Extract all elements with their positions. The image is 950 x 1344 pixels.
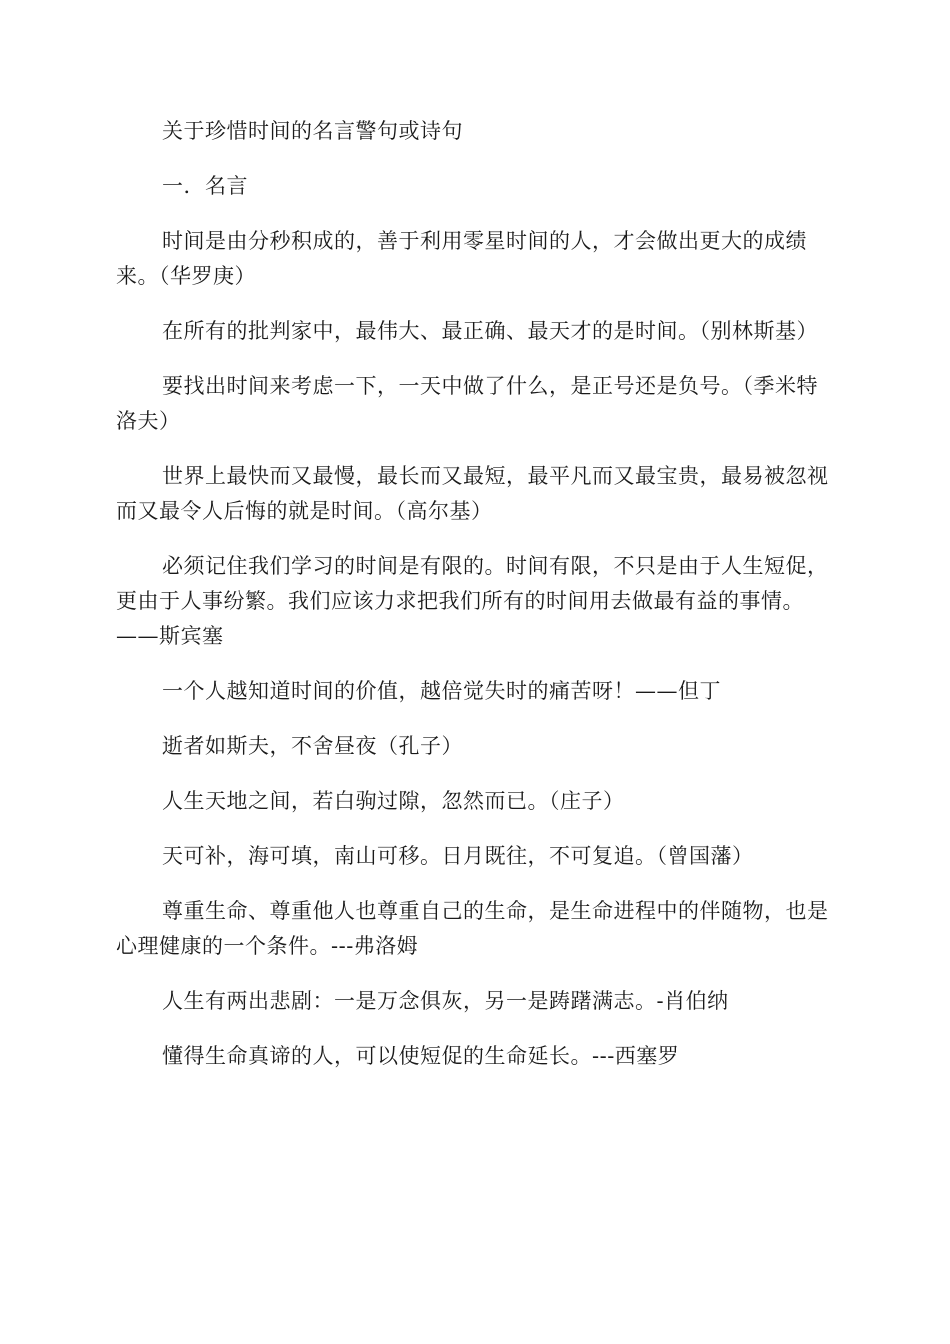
quote-paragraph: 天可补，海可填，南山可移。日月既往，不可复追。（曾国藩）: [162, 844, 754, 868]
quote-paragraph: 必须记住我们学习的时间是有限的。时间有限，不只是由于人生短促，更由于人事纷繁。我们应该力求把我们所有的时间用去做最有益的事情。——斯宾塞: [116, 554, 829, 648]
quote-paragraph: 一个人越知道时间的价值，越倍觉失时的痛苦呀！——但丁: [162, 679, 721, 703]
document-title: 关于珍惜时间的名言警句或诗句: [162, 119, 463, 143]
document-body: [116, 114, 834, 1094]
quote-paragraph: 人生有两出悲剧：一是万念俱灰，另一是踌躇满志。-肖伯纳: [162, 989, 729, 1013]
quote-paragraph: 时间是由分秒积成的，善于利用零星时间的人，才会做出更大的成绩来。（华罗庚）: [116, 229, 807, 288]
quote-paragraph: 在所有的批判家中，最伟大、最正确、最天才的是时间。（别林斯基）: [162, 319, 818, 343]
section-heading: 一．名言: [162, 174, 248, 198]
quote-paragraph: 逝者如斯夫，不舍昼夜（孔子）: [162, 734, 463, 758]
quote-paragraph: 人生天地之间，若白驹过隙，忽然而已。（庄子）: [162, 789, 625, 813]
quote-paragraph: 世界上最快而又最慢，最长而又最短，最平凡而又最宝贵，最易被忽视而又最令人后悔的就是时间。（高尔基）: [116, 464, 829, 523]
quote-paragraph: 要找出时间来考虑一下，一天中做了什么，是正号还是负号。（季米特洛夫）: [116, 374, 818, 433]
quote-paragraph: 尊重生命、尊重他人也尊重自己的生命，是生命进程中的伴随物，也是心理健康的一个条件。---弗洛姆: [116, 899, 829, 958]
quote-paragraph: 懂得生命真谛的人，可以使短促的生命延长。---西塞罗: [162, 1044, 680, 1068]
